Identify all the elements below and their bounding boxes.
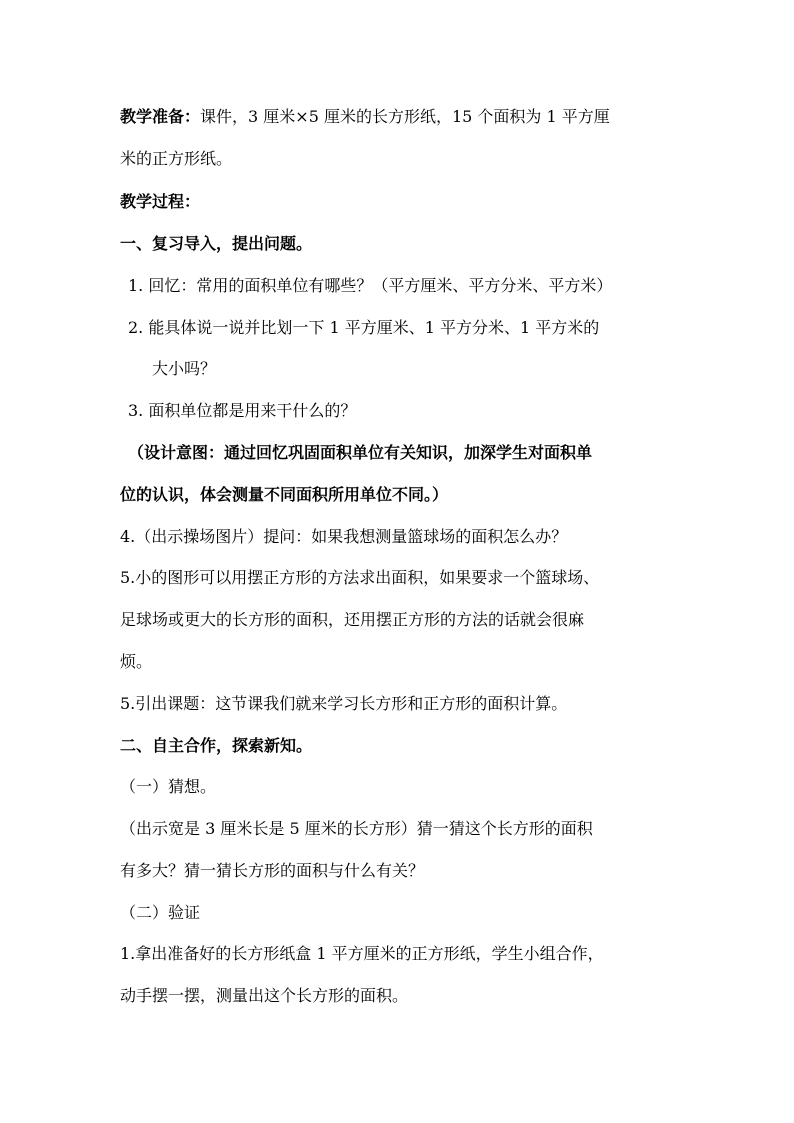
list-item-5a: 5.小的图形可以用摆正方形的方法求出面积，如果要求一个篮球场、 [120, 568, 600, 587]
verify-item-1: 1.拿出准备好的长方形纸盒 1 平方厘米的正方形纸，学生小组合作， [120, 944, 604, 963]
prep-text: 课件，3 厘米×5 厘米的长方形纸，15 个面积为 1 平方厘 [200, 107, 610, 126]
list-item-2: 2. 能具体说一说并比划一下 1 平方厘米、1 平方分米、1 平方米的 [128, 318, 600, 337]
verify-item-1-cont: 动手摆一摆，测量出这个长方形的面积。 [120, 986, 409, 1005]
process-heading: 教学过程： [120, 192, 201, 211]
prep-line [120, 107, 610, 127]
list-item-5a-cont2: 烦。 [120, 652, 153, 671]
sub2-heading: （二）验证 [120, 903, 201, 922]
list-item-5b: 5.引出课题：这节课我们就来学习长方形和正方形的面积计算。 [120, 694, 568, 713]
section1-heading: 一、复习导入，提出问题。 [120, 234, 313, 253]
design-note-cont: 位的认识，体会测量不同面积所用单位不同。） [120, 485, 449, 504]
list-item-1: 1. 回忆：常用的面积单位有哪些？（平方厘米、平方分米、平方米） [128, 276, 613, 295]
prep-text-cont: 米的正方形纸。 [120, 149, 233, 168]
guess-text-cont: 有多大？猜一猜长方形的面积与什么有关？ [120, 861, 425, 880]
section2-heading: 二、自主合作，探索新知。 [120, 736, 313, 755]
list-item-4: 4.（出示操场图片）提问：如果我想测量篮球场的面积怎么办？ [120, 527, 568, 546]
list-item-2-cont: 大小吗？ [152, 359, 217, 378]
prep-label: 教学准备： [120, 107, 201, 126]
sub1-heading: （一）猜想。 [120, 777, 217, 796]
design-note: （设计意图：通过回忆巩固面积单位有关知识，加深学生对面积单 [128, 443, 593, 462]
list-item-3: 3. 面积单位都是用来干什么的？ [128, 401, 357, 420]
guess-text: （出示宽是 3 厘米长是 5 厘米的长方形）猜一猜这个长方形的面积 [120, 819, 593, 838]
list-item-5a-cont1: 足球场或更大的长方形的面积，还用摆正方形的方法的话就会很麻 [120, 610, 585, 629]
